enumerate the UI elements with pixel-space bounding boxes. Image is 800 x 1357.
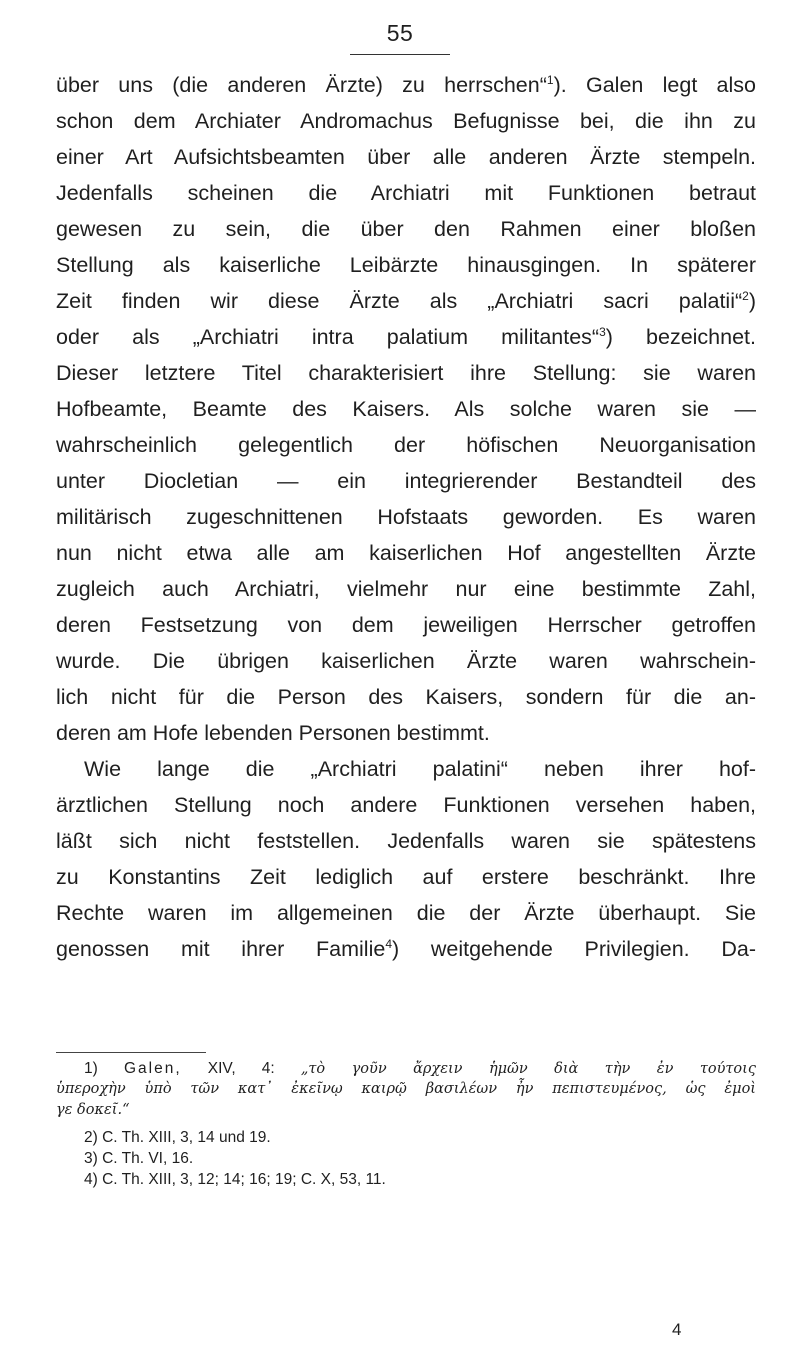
page-number-rule bbox=[350, 54, 450, 55]
text-line: über uns (die anderen Ärzte) zu herrschen“$^1$). Galen legt also bbox=[56, 73, 756, 97]
text-line: schon dem Archiater Andromachus Befugnisse bei, die ihn zu bbox=[56, 109, 756, 133]
footnote-4: 4) C. Th. XIII, 3, 12; 14; 16; 19; C. X, 53, 11. bbox=[84, 1171, 386, 1188]
footnote-ref: 1 bbox=[546, 73, 554, 87]
footnote-1: 1) Galen, XIV, 4: „τὸ γοῦν ἄρχειν ἡμῶν διὰ τὴν ἐν τούτοις bbox=[84, 1060, 756, 1077]
text-line: nun nicht etwa alle am kaiserlichen Hof angestellten Ärzte bbox=[56, 541, 756, 565]
text-line: wurde. Die übrigen kaiserlichen Ärzte waren wahrschein- bbox=[56, 649, 756, 673]
text-line: Jedenfalls scheinen die Archiatri mit Funktionen betraut bbox=[56, 181, 756, 205]
text-line: deren am Hofe lebenden Personen bestimmt. bbox=[56, 721, 490, 745]
text-line: Wie lange die „Archiatri palatini“ neben ihrer hof- bbox=[84, 757, 756, 781]
text-line: läßt sich nicht feststellen. Jedenfalls waren sie spätestens bbox=[56, 829, 756, 853]
footnote-ref: 4 bbox=[385, 937, 392, 951]
text-line: militärisch zugeschnittenen Hofstaats geworden. Es waren bbox=[56, 505, 756, 529]
footnote-ref: 2 bbox=[742, 289, 749, 303]
text-line: zugleich auch Archiatri, vielmehr nur eine bestimmte Zahl, bbox=[56, 577, 756, 601]
text-line: ärztlichen Stellung noch andere Funktionen versehen haben, bbox=[56, 793, 756, 817]
body-text bbox=[56, 67, 756, 967]
text-line: wahrscheinlich gelegentlich der höfischen Neuorganisation bbox=[56, 433, 756, 457]
signature-mark: 4 bbox=[672, 1320, 682, 1339]
text-line: genossen mit ihrer Familie$^4$) weitgehende Privilegien. Da- bbox=[56, 937, 756, 961]
text-line: lich nicht für die Person des Kaisers, sondern für die an- bbox=[56, 685, 756, 709]
text-line: Rechte waren im allgemeinen die der Ärzte überhaupt. Sie bbox=[56, 901, 756, 925]
footnote-rule bbox=[56, 1052, 206, 1053]
footnotes bbox=[56, 1058, 756, 1190]
footnote-1-continued: ὑπεροχὴν ὑπὸ τῶν κατ᾽ ἐκεῖνῳ καιρῷ βασιλέων ἦν πεπιστευμένος, ὡς ἐμοὶ bbox=[56, 1081, 756, 1097]
footnote-3: 3) C. Th. VI, 16. bbox=[84, 1150, 194, 1167]
text-line: gewesen zu sein, die über den Rahmen einer bloßen bbox=[56, 217, 756, 241]
footnote-ref: 3 bbox=[599, 325, 606, 339]
text-line: oder als „Archiatri intra palatium militantes“$^3$) bezeichnet. bbox=[56, 325, 756, 349]
text-line: deren Festsetzung von dem jeweiligen Herrscher getroffen bbox=[56, 613, 756, 637]
text-line: einer Art Aufsichtsbeamten über alle anderen Ärzte stempeln. bbox=[56, 145, 756, 169]
text-line: Hofbeamte, Beamte des Kaisers. Als solche waren sie — bbox=[56, 397, 756, 421]
page-number: 55 bbox=[386, 20, 414, 46]
footnote-1-end: γε δοκεῖ.“ bbox=[56, 1102, 130, 1118]
text-line: Zeit finden wir diese Ärzte als „Archiatri sacri palatii“$^2$) bbox=[56, 289, 756, 313]
text-line: Stellung als kaiserliche Leibärzte hinausgingen. In späterer bbox=[56, 253, 756, 277]
footnote-2: 2) C. Th. XIII, 3, 14 und 19. bbox=[84, 1129, 271, 1146]
text-line: unter Diocletian — ein integrierender Bestandteil des bbox=[56, 469, 756, 493]
text-line: zu Konstantins Zeit lediglich auf erstere beschränkt. Ihre bbox=[56, 865, 756, 889]
text-line: Dieser letztere Titel charakterisiert ihre Stellung: sie waren bbox=[56, 361, 756, 385]
